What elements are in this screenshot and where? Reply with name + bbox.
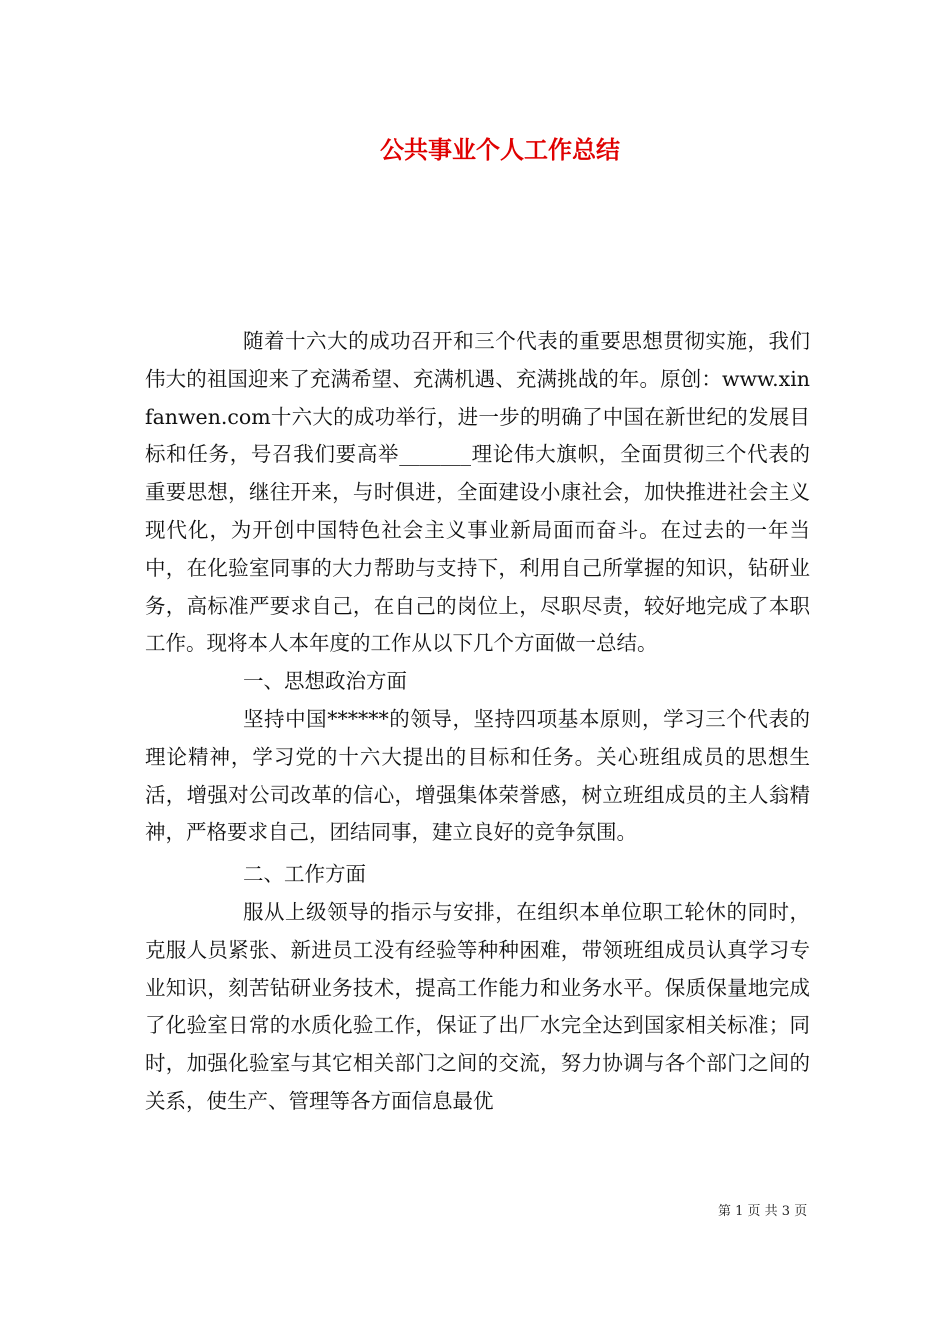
page-number: 第 1 页 共 3 页: [718, 1204, 808, 1219]
paragraph-work: 服从上级领导的指示与安排，在组织本单位职工轮休的同时，克服人员紧张、新进员工没有经验等种种困难，带领班组成员认真学习专业知识，刻苦钻研业务技术，提高工作能力和业务水平。保质保量地完成了化验室日常的水质化验工作，保证了出厂水完全达到国家相关标准；同时，加强化验室与其它相关部门之间的交流，努力协调与各个部门之间的关系，使生产、管理等各方面信息最优: [145, 899, 810, 1113]
document-title: 公共事业个人工作总结: [380, 136, 620, 164]
paragraph-political: 坚持中国******的领导，坚持四项基本原则，学习三个代表的理论精神，学习党的十六大提出的目标和任务。关心班组成员的思想生活，增强对公司改革的信心，增强集体荣誉感，树立班组成员的主人翁精神，严格要求自己，团结同事，建立良好的竞争氛围。: [145, 706, 810, 845]
section-heading-work: 二、工作方面: [243, 862, 366, 887]
document-body: [145, 323, 810, 1121]
section-heading-political: 一、思想政治方面: [243, 669, 407, 694]
paragraph-intro: 随着十六大的成功召开和三个代表的重要思想贯彻实施，我们伟大的祖国迎来了充满希望、充满机遇、充满挑战的年。原创：www.xinfanwen.com十六大的成功举行，进一步的明确了中国在新世纪的发展目标和任务，号召我们要高举_______理论伟大旗帜，全面贯彻三个代表的重要思想，继往开来，与时俱进，全面建设小康社会，加快推进社会主义现代化，为开创中国特色社会主义事业新局面而奋斗。在过去的一年当中，在化验室同事的大力帮助与支持下，利用自己所掌握的知识，钻研业务，高标准严要求自己，在自己的岗位上，尽职尽责，较好地完成了本职工作。现将本人本年度的工作从以下几个方面做一总结。: [145, 329, 810, 656]
